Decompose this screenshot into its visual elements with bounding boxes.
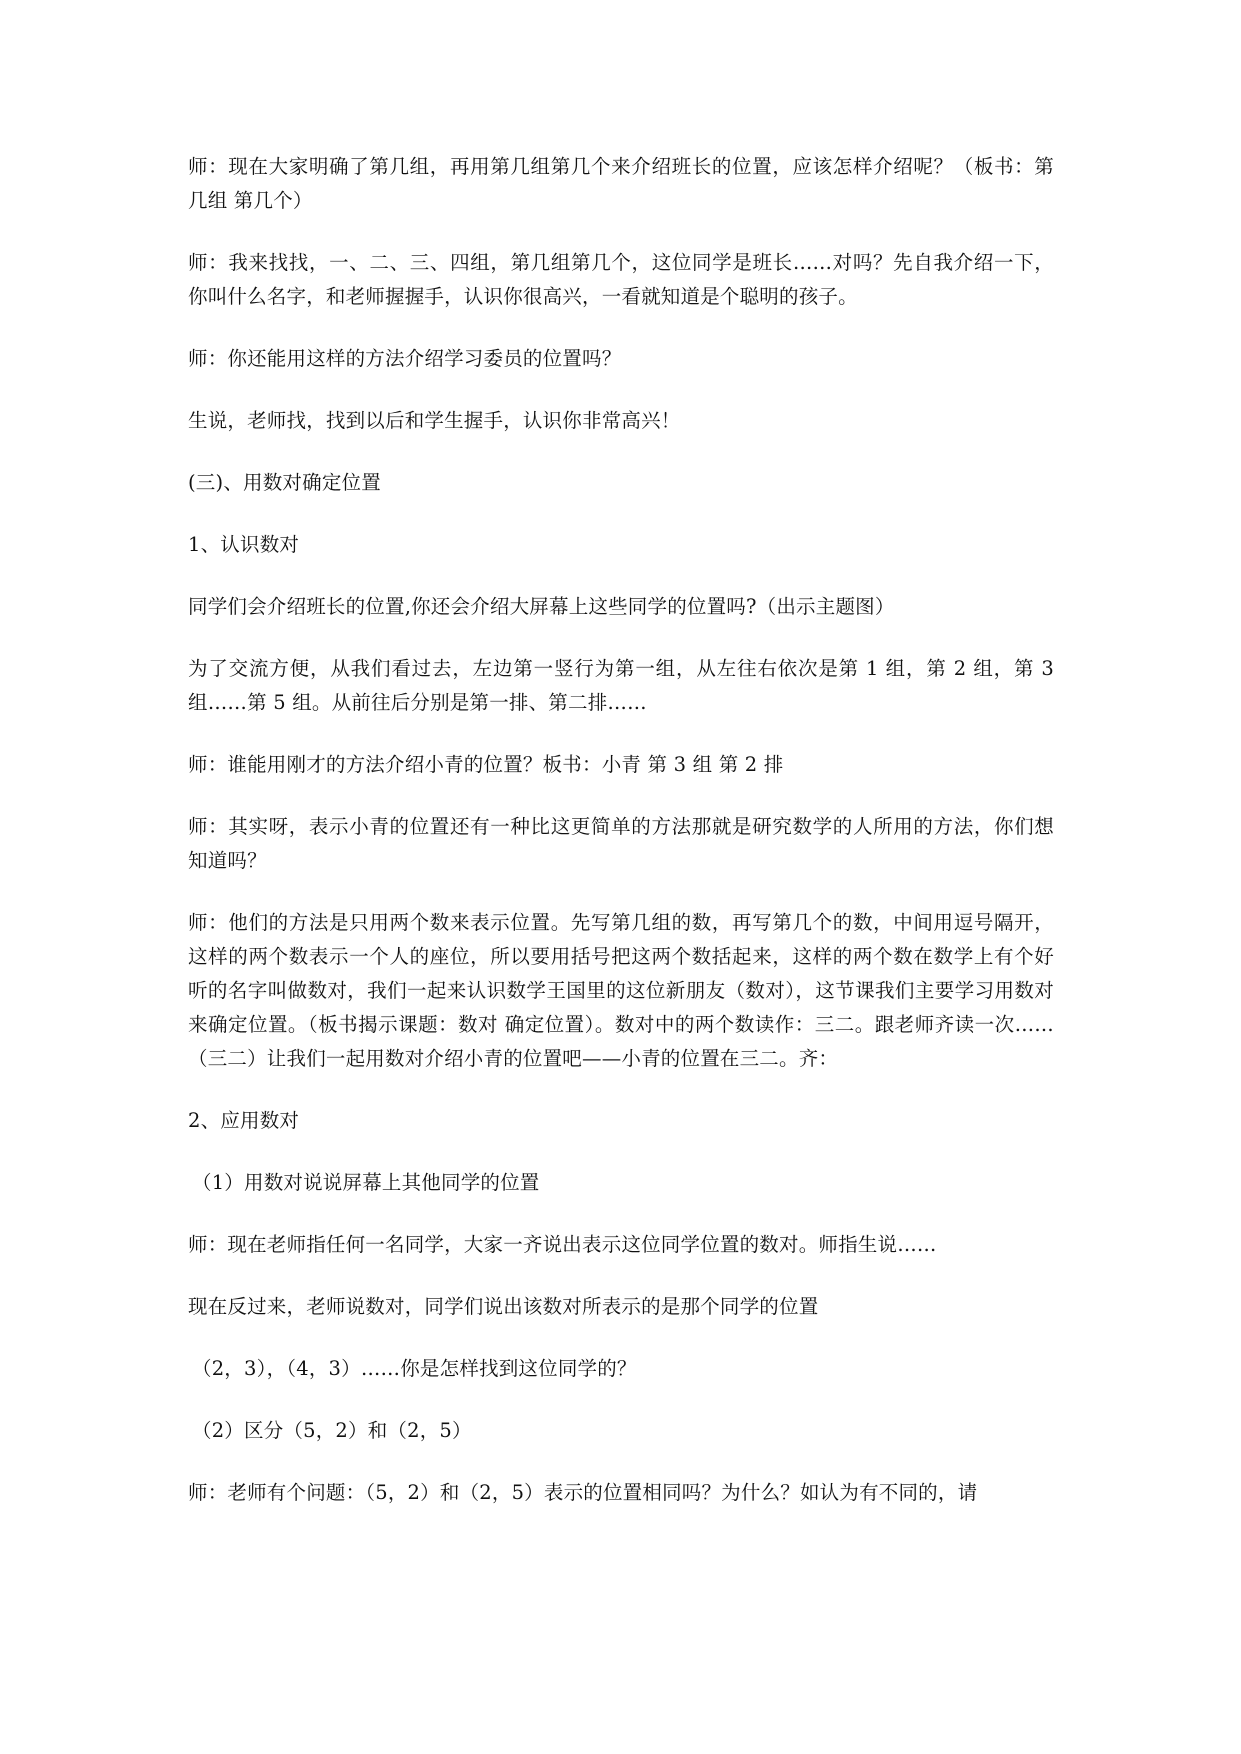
- paragraph-5: 同学们会介绍班长的位置,你还会介绍大屏幕上这些同学的位置吗?（出示主题图）: [188, 595, 895, 618]
- subsection-2: （2）区分（5，2）和（2，5）: [192, 1419, 472, 1442]
- paragraph-7: 师：谁能用刚才的方法介绍小青的位置？板书：小青 第 3 组 第 2 排: [188, 753, 784, 776]
- subheading-1: 1、认识数对: [188, 533, 300, 556]
- paragraph-11: 现在反过来，老师说数对，同学们说出该数对所表示的是那个同学的位置: [188, 1295, 819, 1318]
- paragraph-8: 师：其实呀，表示小青的位置还有一种比这更简单的方法那就是研究数学的人所用的方法，你们想知道吗？: [188, 815, 1054, 872]
- paragraph-6: 为了交流方便，从我们看过去，左边第一竖行为第一组，从左往右依次是第 1 组，第 2 组，第 3 组……第 5 组。从前往后分别是第一排、第二排……: [188, 657, 1054, 714]
- subheading-2: 2、应用数对: [188, 1109, 300, 1132]
- paragraph-12: （2，3），（4，3）……你是怎样找到这位同学的？: [192, 1357, 637, 1380]
- paragraph-2: 师：我来找找，一、二、三、四组，第几组第几个，这位同学是班长……对吗？先自我介绍一下，你叫什么名字，和老师握握手，认识你很高兴，一看就知道是个聪明的孩子。: [188, 251, 1054, 308]
- section-heading-3: (三)、用数对确定位置: [188, 471, 381, 494]
- subsection-1: （1）用数对说说屏幕上其他同学的位置: [192, 1171, 540, 1194]
- paragraph-1: 师：现在大家明确了第几组，再用第几组第几个来介绍班长的位置，应该怎样介绍呢？（板书：第几组 第几个）: [188, 155, 1054, 212]
- paragraph-4: 生说，老师找，找到以后和学生握手，认识你非常高兴！: [188, 409, 681, 432]
- paragraph-9: 师：他们的方法是只用两个数来表示位置。先写第几组的数，再写第几个的数，中间用逗号隔开，这样的两个数表示一个人的座位，所以要用括号把这两个数括起来，这样的两个数在数学上有个好听的名字叫做数对，我们一起来认识数学王国里的这位新朋友（数对），这节课我们主要学习用数对来确定位置。（板书揭示课题：数对 确定位置）。数对中的两个数读作：三二。跟老师齐读一次……（三二）让我们一起用数对介绍小青的位置吧——小青的位置在三二。齐：: [188, 911, 1054, 1070]
- paragraph-13: 师：老师有个问题：（5，2）和（2，5）表示的位置相同吗？为什么？如认为有不同的，请: [188, 1481, 978, 1504]
- paragraph-3: 师：你还能用这样的方法介绍学习委员的位置吗？: [188, 347, 622, 370]
- document-body: [188, 150, 1054, 1538]
- paragraph-10: 师：现在老师指任何一名同学，大家一齐说出表示这位同学位置的数对。师指生说……: [188, 1233, 937, 1256]
